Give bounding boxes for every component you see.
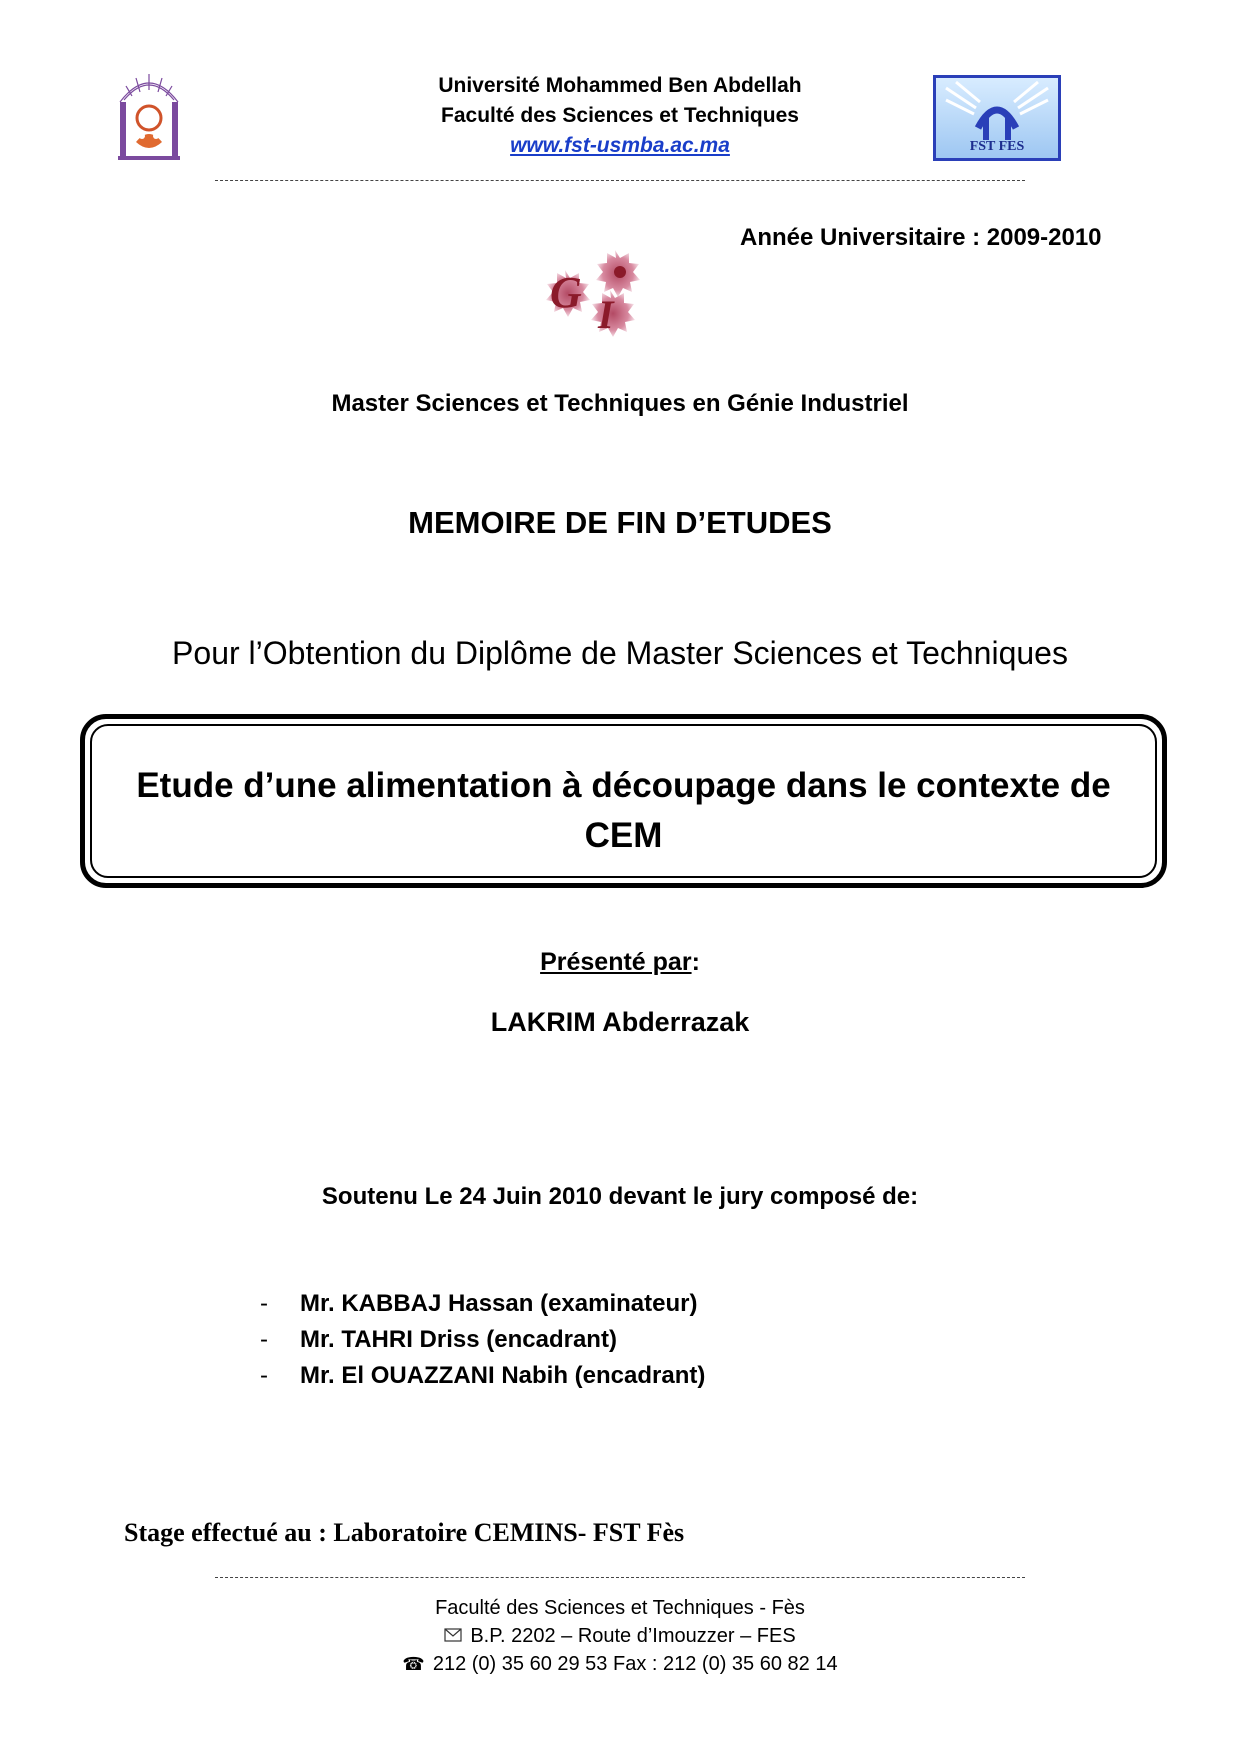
university-name: Université Mohammed Ben Abdellah	[438, 74, 802, 97]
academic-year: Année Universitaire : 2009-2010	[740, 224, 1102, 251]
author-name: LAKRIM Abderrazak	[490, 1007, 750, 1037]
gi-letter-g: G	[550, 268, 582, 317]
jury-member-name: Mr. TAHRI Driss (encadrant)	[300, 1326, 617, 1353]
header-separator	[215, 180, 1025, 181]
footer-faculty: Faculté des Sciences et Techniques - Fès	[435, 1597, 805, 1619]
jury-member	[260, 1362, 705, 1398]
thesis-title-line-1: Etude d’une alimentation à découpage dans le contexte de	[136, 766, 1111, 805]
degree-purpose: Pour l’Obtention du Diplôme de Master Sciences et Techniques	[172, 635, 1068, 671]
internship-location: Stage effectué au : Laboratoire CEMINS- FST Fès	[124, 1518, 685, 1547]
website-link[interactable]: www.fst-usmba.ac.ma	[510, 134, 730, 157]
thesis-title	[85, 761, 1162, 861]
jury-bullet: -	[260, 1326, 268, 1353]
gi-letter-i: I	[598, 292, 614, 337]
jury-list	[260, 1290, 705, 1398]
defense-statement: Soutenu Le 24 Juin 2010 devant le jury composé de:	[321, 1183, 919, 1210]
envelope-icon	[444, 1626, 462, 1647]
footer-phone-text: 212 (0) 35 60 29 53 Fax : 212 (0) 35 60 82 14	[432, 1653, 838, 1675]
faculty-name: Faculté des Sciences et Techniques	[441, 104, 799, 127]
gi-logo	[530, 240, 665, 350]
presented-by	[0, 948, 1240, 977]
footer-phone	[0, 1653, 1240, 1676]
footer-address	[0, 1625, 1240, 1648]
document-type: MEMOIRE DE FIN D’ETUDES	[408, 505, 832, 540]
presented-by-colon: :	[691, 948, 700, 976]
presented-by-label: Présenté par	[540, 948, 692, 976]
thesis-title-box	[80, 714, 1167, 888]
thesis-title-line-2: CEM	[584, 816, 663, 855]
jury-bullet: -	[260, 1362, 268, 1389]
fst-fes-logo	[933, 75, 1061, 161]
footer-address-text: B.P. 2202 – Route d’Imouzzer – FES	[470, 1625, 796, 1647]
fst-logo-label: FST FES	[969, 139, 1025, 154]
jury-member-name: Mr. KABBAJ Hassan (examinateur)	[300, 1290, 698, 1317]
jury-bullet: -	[260, 1290, 268, 1317]
jury-member	[260, 1290, 705, 1326]
jury-member-name: Mr. El OUAZZANI Nabih (encadrant)	[300, 1362, 706, 1389]
master-program: Master Sciences et Techniques en Génie Industriel	[331, 390, 909, 417]
telephone-icon: ☎	[402, 1654, 425, 1674]
jury-member	[260, 1326, 705, 1362]
footer-separator	[215, 1577, 1025, 1578]
